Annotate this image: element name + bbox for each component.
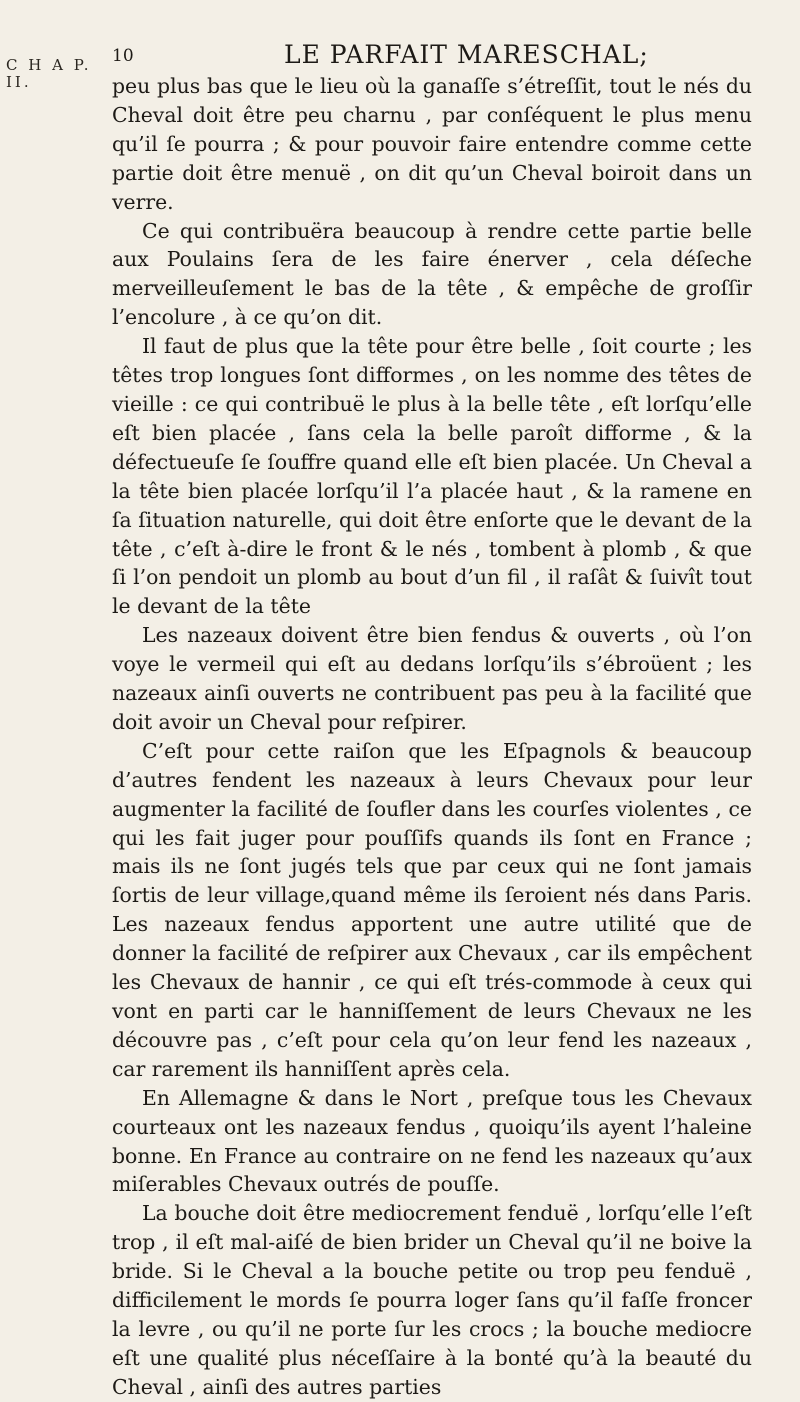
paragraph-6: En Allemagne & dans le Nort , preſque tous les Chevaux courteaux ont les nazeaux fendus , quoiqu’ils ayent l’haleine bonne. En France au contraire on ne fend les nazeaux qu’aux miſerables Chevaux outrés de pouſſe. [112, 1085, 752, 1197]
paragraph-5: C’eſt pour cette raiſon que les Eſpagnols & beaucoup d’autres fendent les nazeaux à leurs Chevaux pour leur augmenter la facilité de ſoufler dans les courſes violentes , ce qui les fait juger pour pouſſifs quands ils ſont en France ; mais ils ne ſont jugés tels que par ceux qui ne ſont jamais ſortis de leur village,quand même ils ſeroient nés dans Paris. Les nazeaux fendus apportent une autre utilité que de donner la facilité de reſpirer aux Chevaux , car ils empêchent les Chevaux de hannir , ce qui eſt trés-commode à ceux qui vont en parti car le hanniſſement de leurs Chevaux ne les découvre pas , c’eſt pour cela qu’on leur fend les nazeaux , car rarement ils hanniſſent après cela. [112, 738, 752, 1081]
paragraph-2: Ce qui contribuëra beaucoup à rendre cette partie belle aux Poulains ſera de les faire énerver , cela déſeche merveilleuſement le bas de la tête , & empêche de groſſir l’encolure , à ce qu’on dit. [112, 218, 752, 330]
paragraph-1: peu plus bas que le lieu où la ganaſſe s’étreſſit, tout le nés du Cheval doit être peu charnu , par conſéquent le plus menu qu’il ſe pourra ; & pour pouvoir faire entendre comme cette partie doit être menuë , on dit qu’un Cheval boiroit dans un verre. [112, 74, 752, 214]
chapter-label: C H A P. [6, 56, 92, 74]
page-header [112, 40, 752, 74]
body-text [112, 72, 752, 1402]
paragraph-3: Il faut de plus que la tête pour être belle , ſoit courte ; les têtes trop longues ſont difformes , on les nomme des têtes de vieille : ce qui contribuë le plus à la belle tête , eſt lorſqu’elle eſt bien placée , ſans cela la belle paroît difforme , & la défectueuſe ſe ſouffre quand elle eſt bien placée. Un Cheval a la tête bien placée lorſqu’il l’a placée haut , & la ramene en ſa ſituation naturelle, qui doit être enſorte que le devant de la tête , c’eſt à-dire le front & le nés , tombent à plomb , & que ſi l’on pendoit un plomb au bout d’un fil , il raſât & ſuivît tout le devant de la tête [112, 334, 752, 619]
chapter-margin-note [6, 57, 98, 91]
paragraph-7: La bouche doit être mediocrement fenduë , lorſqu’elle l’eſt trop , il eſt mal-aiſé de bien brider un Cheval qu’il ne boive la bride. Si le Cheval a la bouche petite ou trop peu fenduë , difficilement le mords ſe pourra loger ſans qu’il faſſe froncer la levre , ou qu’il ne porte ſur les crocs ; la bouche mediocre eſt une qualité plus néceſſaire à la bonté qu’à la beauté du Cheval , ainſi des autres parties [112, 1201, 752, 1399]
paragraph-4: Les nazeaux doivent être bien fendus & ouverts , où l’on voye le vermeil qui eſt au dedans lorſqu’ils s’ébroüent ; les nazeaux ainſi ouverts ne contribuent pas peu à la facilité que doit avoir un Cheval pour reſpirer. [112, 623, 752, 734]
page-number: 10 [112, 46, 134, 66]
chapter-number: II. [6, 73, 32, 91]
running-title: LE PARFAIT MARESCHAL; [284, 40, 649, 69]
